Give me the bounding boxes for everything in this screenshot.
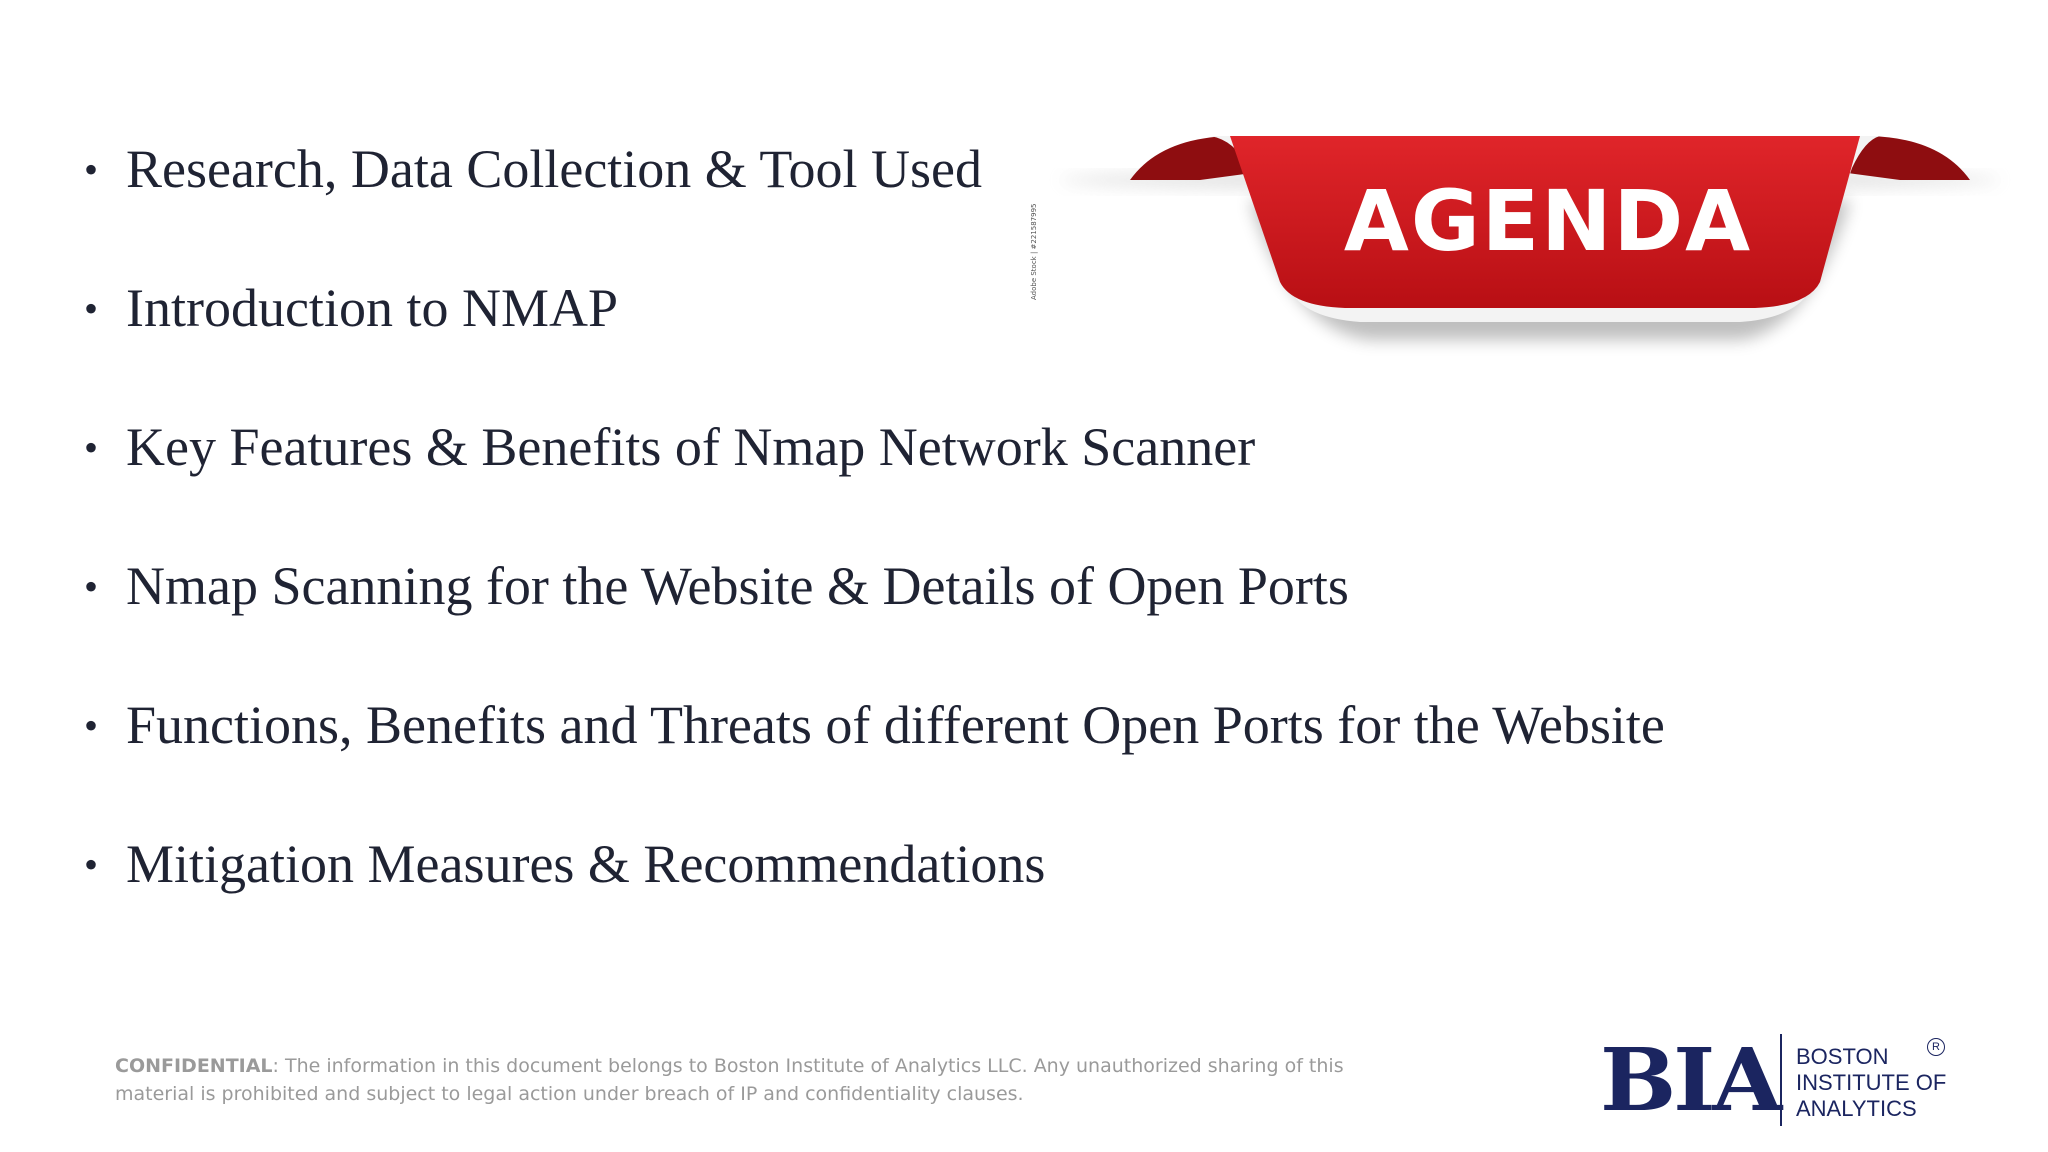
agenda-item-label: Mitigation Measures & Recommendations	[126, 834, 1046, 894]
logo-line-1: BOSTON	[1796, 1044, 1889, 1069]
logo-divider	[1780, 1034, 1782, 1126]
agenda-item-label: Research, Data Collection & Tool Used	[126, 139, 983, 199]
agenda-item	[84, 416, 1665, 555]
agenda-list	[84, 138, 1665, 972]
confidentiality-notice	[115, 1052, 1415, 1108]
agenda-item	[84, 277, 1665, 416]
logo-name	[1796, 1044, 1946, 1122]
agenda-item	[84, 555, 1665, 694]
bullet-icon: •	[84, 564, 99, 609]
agenda-item-label: Key Features & Benefits of Nmap Network Scanner	[126, 417, 1256, 477]
bullet-icon: •	[84, 842, 99, 887]
logo-abbr: BIA	[1600, 1030, 1780, 1131]
agenda-item-label: Functions, Benefits and Threats of different Open Ports for the Website	[126, 695, 1665, 755]
bullet-icon: •	[84, 147, 99, 192]
logo-line-2: INSTITUTE OF	[1796, 1070, 1947, 1095]
bia-logo	[1600, 1030, 1960, 1130]
bullet-icon: •	[84, 703, 99, 748]
agenda-item	[84, 138, 1665, 277]
agenda-item	[84, 833, 1665, 972]
registered-icon: R	[1927, 1038, 1945, 1056]
bullet-icon: •	[84, 425, 99, 470]
agenda-banner-text: AGENDA	[1343, 172, 1753, 270]
stock-credit: Adobe Stock | #221587995	[1030, 203, 1038, 300]
bullet-icon: •	[84, 286, 99, 331]
logo-line-3: ANALYTICS	[1796, 1096, 1917, 1121]
agenda-item-label: Introduction to NMAP	[126, 278, 618, 338]
confidential-label: CONFIDENTIAL	[115, 1055, 273, 1077]
agenda-item	[84, 694, 1665, 833]
agenda-item-label: Nmap Scanning for the Website & Details of Open Ports	[126, 556, 1349, 616]
confidential-text: : The information in this document belongs to Boston Institute of Analytics LLC. Any unauthorized sharing of this material is prohibited and subject to legal action under breach of IP and confidentiality clauses.	[115, 1055, 1344, 1105]
